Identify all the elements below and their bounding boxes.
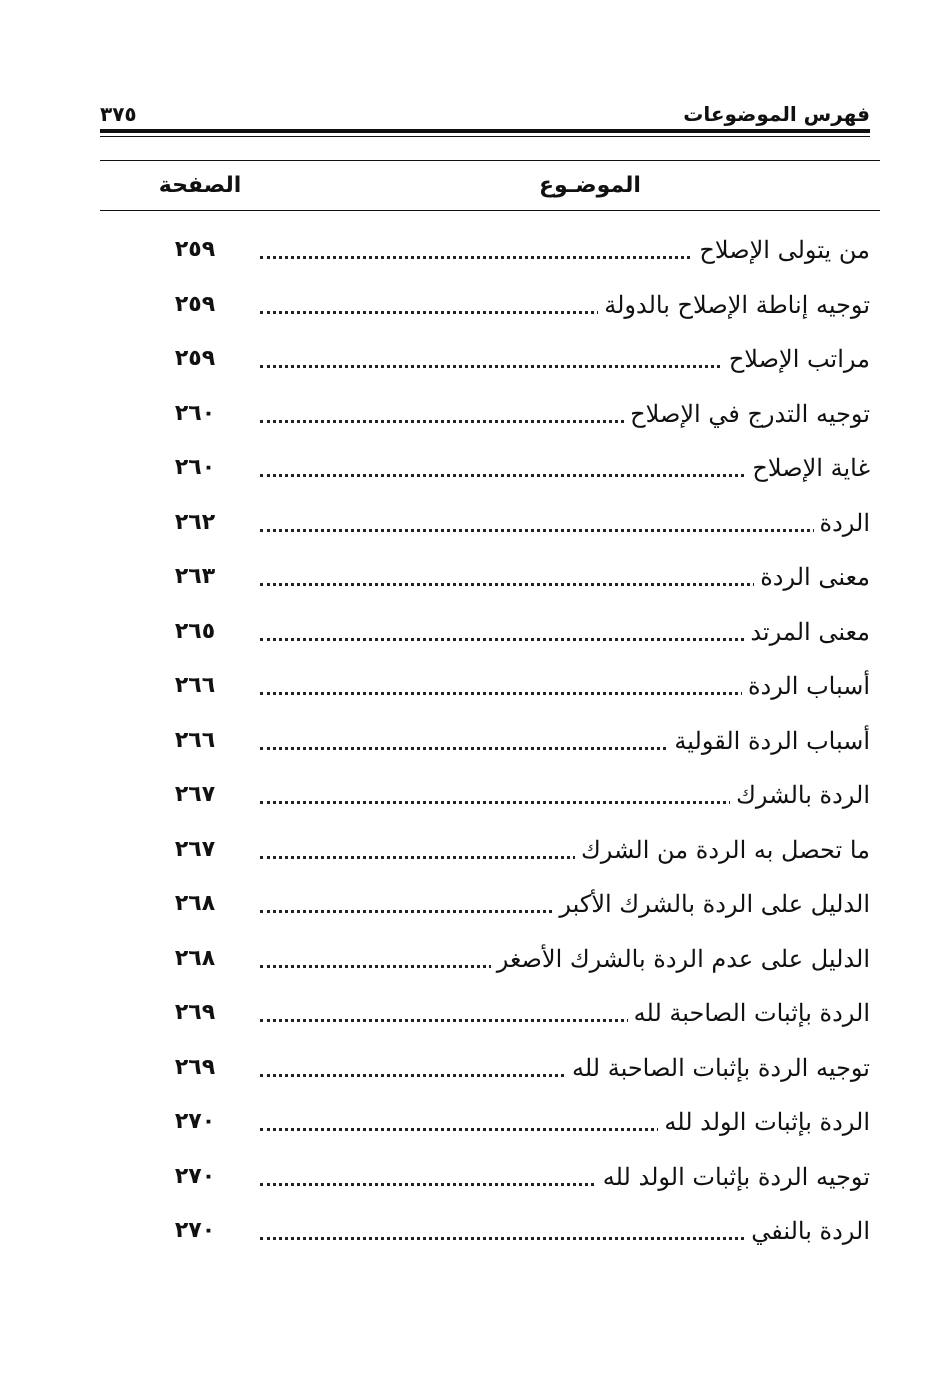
toc-entry-page-number: ٢٦٨ [174,945,216,971]
toc-entry-page-number: ٢٦٢ [174,509,216,535]
toc-entry [150,822,870,877]
toc-entry-title: توجيه الردة بإثبات الولد لله [597,1157,870,1197]
toc-entry [150,876,870,931]
toc-entry [150,1094,870,1149]
page-number: ٣٧٥ [100,102,137,126]
toc-entry [150,222,870,277]
toc-entry [150,985,870,1040]
running-title: فهرس الموضوعات [683,102,870,126]
toc-entry-page-number: ٢٦٣ [174,564,216,589]
toc-entry-title: أسباب الردة [742,666,870,706]
toc-entry-page-number: ٢٥٩ [174,346,216,371]
toc-entry-title: الردة بإثبات الصاحبة لله [628,993,870,1033]
toc-entry-title: غاية الإصلاح [746,448,870,488]
toc-entry [150,767,870,822]
toc-entry-page-number: ٢٦٦ [174,673,216,698]
toc-entry-page-number: ٢٦٧ [174,782,216,807]
toc-entry-page-number: ٢٦٠ [174,400,216,426]
toc-entry-title: من يتولى الإصلاح [693,230,870,270]
toc-entry-title: الردة بالنفي [745,1211,870,1251]
running-head [100,98,870,130]
toc-entry-page-number: ٢٧٠ [174,1218,216,1243]
toc-entry-title: أسباب الردة القولية [668,721,870,761]
toc-entry-page-number: ٢٧٠ [174,1163,216,1189]
column-header-topic: الموضـوع [539,173,641,198]
toc-entry-title: معنى الردة [754,557,870,597]
toc-entry [150,331,870,386]
toc-entry [150,1040,870,1095]
table-header-top-rule [100,160,880,161]
header-rule-thin [100,136,870,137]
toc-entry [150,713,870,768]
toc-entry-list [150,222,870,1258]
toc-entry-page-number: ٢٦٨ [174,891,216,916]
toc-entry [150,931,870,986]
toc-entry-title: توجيه التدرج في الإصلاح [624,394,870,434]
table-header-bottom-rule [100,210,880,211]
toc-entry-title: الردة بإثبات الولد لله [658,1102,870,1142]
toc-entry-title: الدليل على عدم الردة بالشرك الأصغر [491,939,870,979]
toc-entry-title: الدليل على الردة بالشرك الأكبر [553,884,870,924]
toc-entry-title: مراتب الإصلاح [723,339,870,379]
toc-entry-page-number: ٢٦٠ [174,455,216,480]
toc-entry-page-number: ٢٥٩ [174,291,216,317]
toc-entry [150,495,870,550]
toc-entry-title: توجيه إناطة الإصلاح بالدولة [598,285,870,325]
toc-entry-page-number: ٢٦٧ [174,836,216,862]
toc-entry-page-number: ٢٥٩ [174,237,216,262]
toc-entry-page-number: ٢٦٩ [174,1000,216,1025]
dot-leader [260,529,870,532]
toc-entry [150,386,870,441]
toc-entry-title: الردة [814,503,870,543]
toc-entry [150,277,870,332]
toc-entry-title: ما تحصل به الردة من الشرك [575,830,870,870]
toc-entry-title: معنى المرتد [744,612,870,652]
column-header-page: الصفحة [158,173,242,198]
toc-entry-page-number: ٢٦٦ [174,727,216,753]
toc-entry [150,604,870,659]
toc-entry [150,658,870,713]
toc-entry-page-number: ٢٦٩ [174,1054,216,1080]
toc-entry [150,1203,870,1258]
toc-entry-page-number: ٢٧٠ [174,1109,216,1134]
toc-entry-title: الردة بالشرك [730,775,870,815]
toc-entry [150,549,870,604]
toc-entry-title: توجيه الردة بإثبات الصاحبة لله [566,1048,870,1088]
toc-entry-page-number: ٢٦٥ [174,618,216,644]
toc-entry [150,1149,870,1204]
toc-entry [150,440,870,495]
header-rule-thick [100,129,870,133]
